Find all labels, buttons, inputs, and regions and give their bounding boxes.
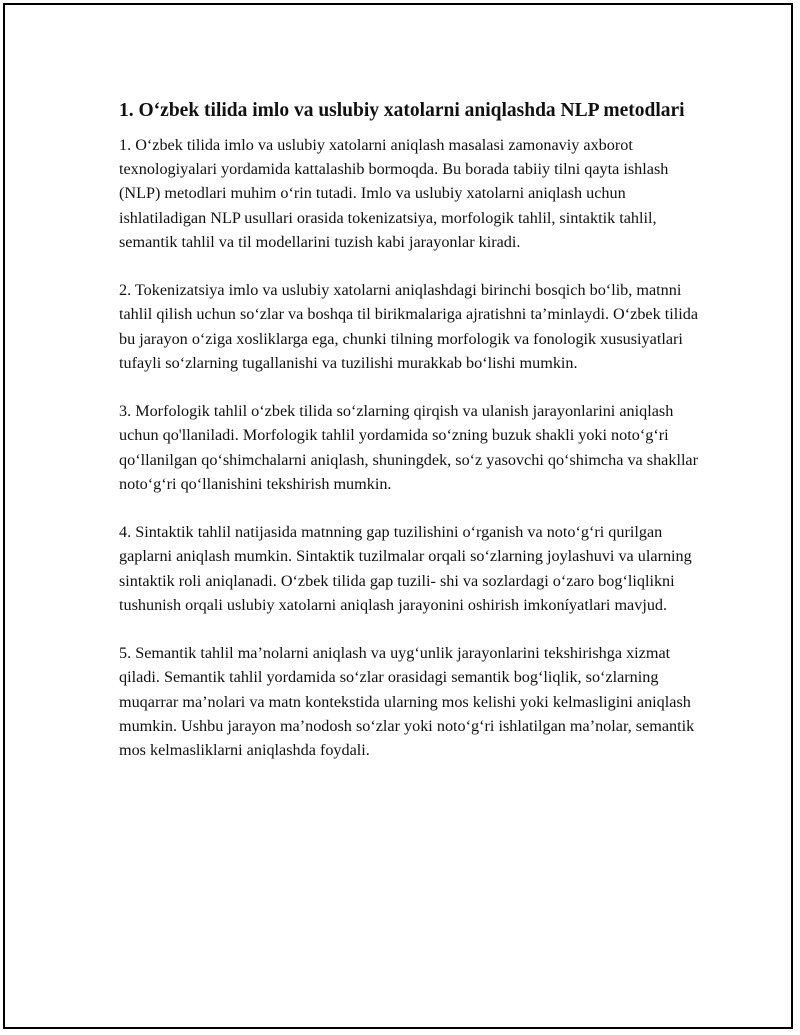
paragraph-5: 5. Semantik tahlil ma’nolarni aniqlash va uyg‘unlik jarayonlarini tekshirishga xizmat qiladi. Semantik tahlil yordamida so‘zlar orasidagi semantik bog‘liqlik, so‘zlarning muqarrar ma’nolari va matn kontekstida ularning mos kelishi yoki kelmasligini aniqlash mumkin. Ushbu jarayon ma’nodosh so‘zlar yoki noto‘g‘ri ishlatilgan ma’nolar, semantik mos kelmasliklarni aniqlashda foydali. xyxy=(119,644,695,760)
document-body xyxy=(119,97,699,786)
paragraph-4: 4. Sintaktik tahlil natijasida matnning gap tuzilishini o‘rganish va noto‘g‘ri qurilgan gaplarni aniqlash mumkin. Sintaktik tuzilmalar orqali so‘zlarning joylashuvi va ularning sintaktik roli aniqlanadi. O‘zbek tilida gap tuzili- shi va sozlardagi o‘zaro bog‘liqlikni tushunish orqali uslubiy xatolarni aniqlash jarayonini oshirish imkoníyatlari mavjud. xyxy=(119,523,692,614)
paragraph-3: 3. Morfologik tahlil o‘zbek tilida so‘zlarning qirqish va ulanish jarayonlarini aniqlash uchun qo'llaniladi. Morfologik tahlil yordamida so‘zning buzuk shakli yoki noto‘g‘ri qo‘llanilgan qo‘shimchalarni aniqlash, shuningdek, so‘z yasovchi qo‘shimcha va shakllar noto‘g‘ri qo‘llanishini tekshirish mumkin. xyxy=(119,402,699,493)
page-frame xyxy=(3,3,793,1029)
paragraph-1: 1. O‘zbek tilida imlo va uslubiy xatolarni aniqlash masalasi zamonaviy axborot texnologiyalari yordamida kattalashib bormoqda. Bu borada tabiiy tilni qayta ishlash (NLP) metodlari muhim o‘rin tutadi. Imlo va uslubiy xatolarni aniqlash uchun ishlatiladigan NLP usullari orasida tokenizatsiya, morfologik tahlil, sintaktik tahlil, semantik tahlil va til modellarini tuzish kabi jarayonlar kiradi. xyxy=(119,136,669,251)
paragraph-2: 2. Tokenizatsiya imlo va uslubiy xatolarni aniqlashdagi birinchi bosqich bo‘lib, matnni tahlil qilish uchun so‘zlar va boshqa til birikmalariga ajratishni ta’minlaydi. O‘zbek tilida bu jarayon o‘ziga xosliklarga ega, chunki tilning morfologik va fonologik xususiyatlari tufayli so‘zlarning tugallanishi va tuzilishi murakkab bo‘lishi mumkin. xyxy=(119,281,699,372)
document-title: 1. O‘zbek tilida imlo va uslubiy xatolarni aniqlashda NLP metodlari xyxy=(119,100,685,121)
